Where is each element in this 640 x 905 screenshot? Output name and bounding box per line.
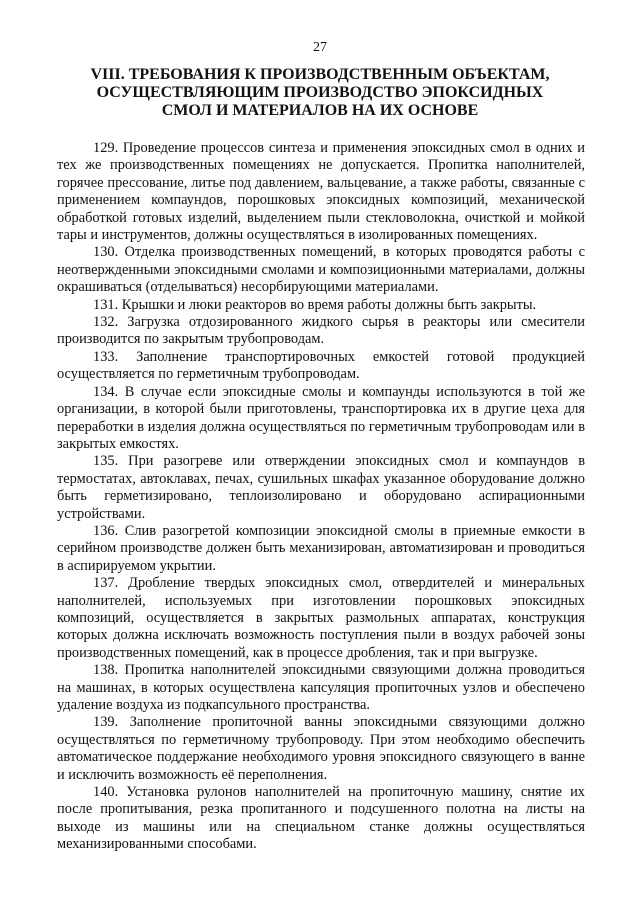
paragraph-133: 133. Заполнение транспортировочных емкостей готовой продукцией осуществляется по герметичным трубопроводам. <box>57 348 585 383</box>
page-number: 27 <box>313 40 327 55</box>
section-heading: VIII. ТРЕБОВАНИЯ К ПРОИЗВОДСТВЕННЫМ ОБЪЕКТАМ, ОСУЩЕСТВЛЯЮЩИМ ПРОИЗВОДСТВО ЭПОКСИДНЫХ СМОЛ И МАТЕРИАЛОВ НА ИХ ОСНОВЕ <box>90 66 550 119</box>
document-body <box>57 140 585 854</box>
paragraph-129: 129. Проведение процессов синтеза и применения эпоксидных смол в одних и тех же производственных помещениях не допускается. Пропитка наполнителей, горячее прессование, литье под давлением, вальцевание, а также работы, связанные с применением компаундов, порошковых эпоксидных композиций, механической обработкой готовых изделий, выделением пыли стекловолокна, очисткой и мойкой тары и инструментов, должны осуществляться в изолированных помещениях. <box>57 140 585 244</box>
paragraph-132: 132. Загрузка отдозированного жидкого сырья в реакторы или смесители производится по закрытым трубопроводам. <box>57 314 585 348</box>
paragraph-131: 131. Крышки и люки реакторов во время работы должны быть закрыты. <box>93 296 537 313</box>
paragraph-134: 134. В случае если эпоксидные смолы и компаунды используются в той же организации, в которой были приготовлены, транспортировка их в другие цеха для переработки в изделия должна осуществляться по герметичным трубопроводам или в закрытых емкостях. <box>57 383 585 452</box>
paragraph-135: 135. При разогреве или отверждении эпоксидных смол и компаундов в термостатах, автоклавах, печах, сушильных шкафах указанное оборудование должно быть герметизировано, теплоизолировано и оборудовано аспирационными устройствами. <box>57 453 585 522</box>
paragraph-139: 139. Заполнение пропиточной ванны эпоксидными связующими должно осуществляться по герметичному трубопроводу. При этом необходимо обеспечить автоматическое поддержание необходимого уровня эпоксидного связующего в ванне и исключить возможность её переполнения. <box>57 714 585 783</box>
paragraph-138: 138. Пропитка наполнителей эпоксидными связующими должна проводиться на машинах, в которых осуществлена капсуляция пропиточных узлов и обеспечено удаление воздуха из подкапсульного пространства. <box>57 662 585 713</box>
paragraph-136: 136. Слив разогретой композиции эпоксидной смолы в приемные емкости в серийном производстве должен быть механизирован, автоматизирован и проводиться в аспирируемом укрытии. <box>57 522 585 574</box>
paragraph-140: 140. Установка рулонов наполнителей на пропиточную машину, снятие их после пропитывания, резка пропитанного и подсушенного полотна на листы на выходе из машины или на специальном станке должны осуществляться механизированными способами. <box>57 784 585 853</box>
paragraph-137: 137. Дробление твердых эпоксидных смол, отвердителей и минеральных наполнителей, используемых при изготовлении порошковых эпоксидных композиций, осуществляется в закрытых размольных аппаратах, конструкция которых должна исключать возможность поступления пыли в воздух рабочей зоны производственных помещений, как в процессе дробления, так и при выгрузке. <box>57 575 585 661</box>
paragraph-130: 130. Отделка производственных помещений, в которых проводятся работы с неотвержденными эпоксидными смолами и композиционными материалами, должны окрашиваться (отделываться) несорбирующими материалами. <box>57 244 585 296</box>
